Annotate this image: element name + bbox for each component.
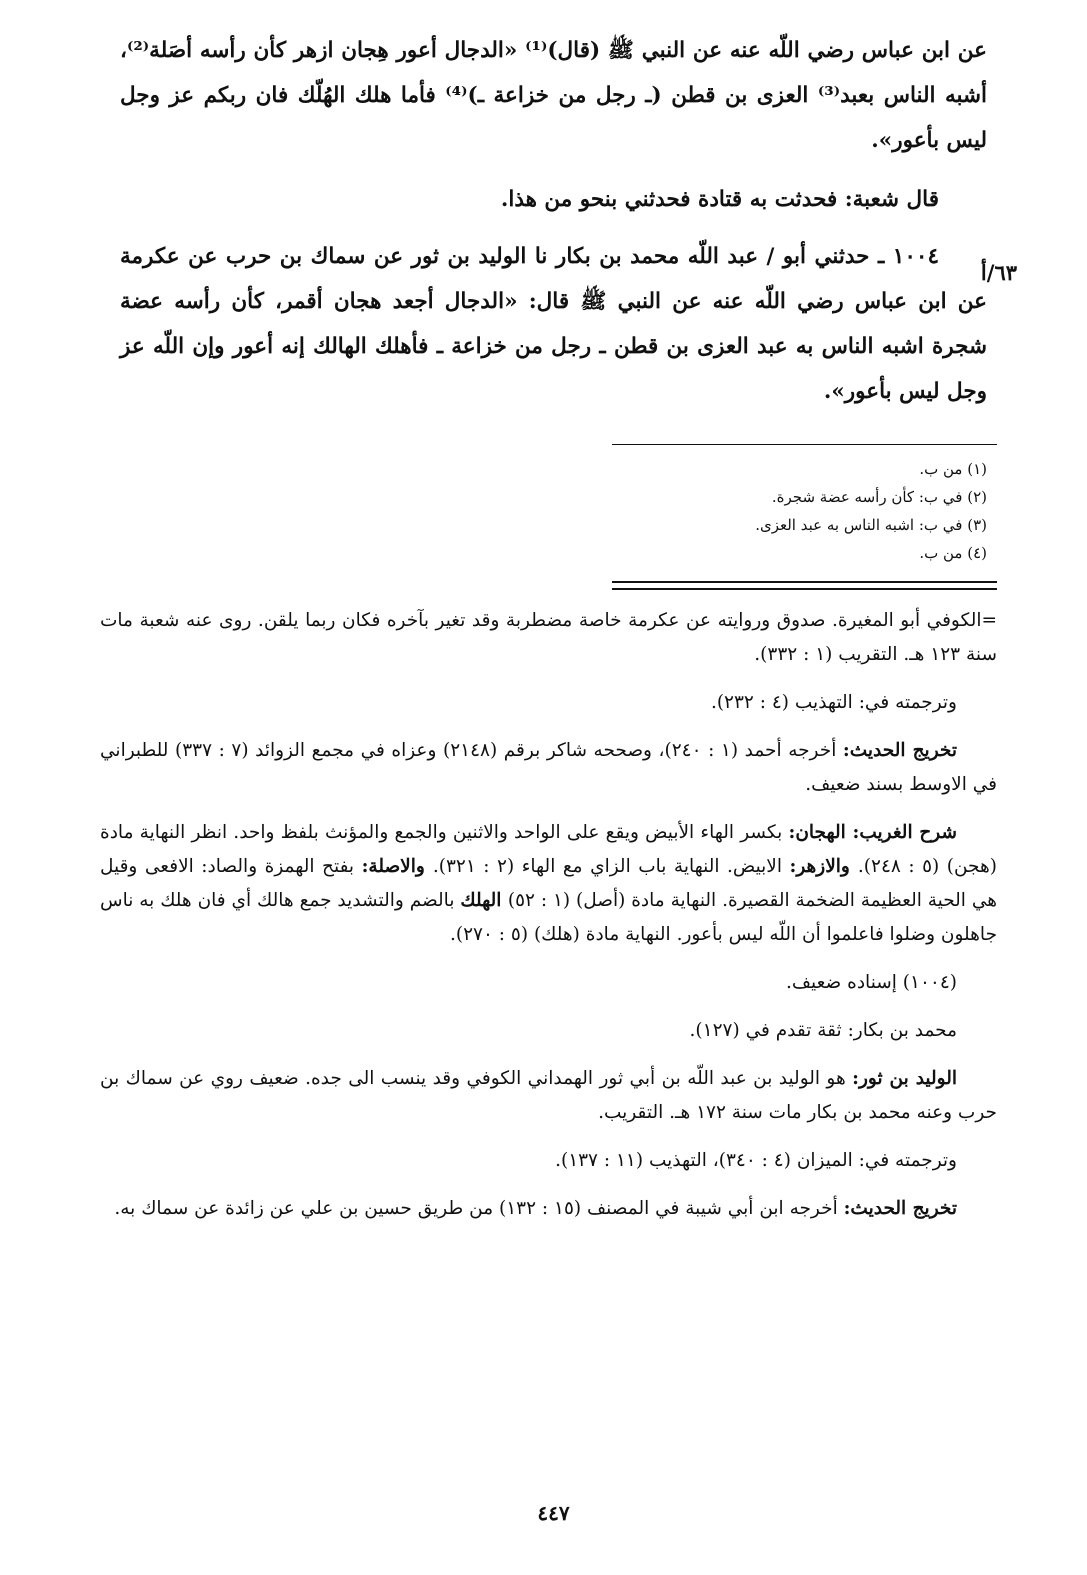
margin-folio-ref: ٦٣/أ bbox=[980, 260, 1017, 285]
commentary-text: بفتح الهمزة والصاد: الافعى وقيل هي الحية العظيمة الضخمة القصيرة. النهاية مادة (أصل) (١ : ٥٢) bbox=[100, 856, 998, 911]
commentary-label: تخريج الحديث: bbox=[843, 1198, 957, 1219]
commentary-paragraph bbox=[100, 816, 997, 952]
main-paragraph-2: قال شعبة: فحدثت به قتادة فحدثني بنحو من هذا. bbox=[500, 187, 939, 212]
commentary-text: الابيض. النهاية باب الزاي مع الهاء (٢ : ٣٢١). bbox=[432, 856, 790, 877]
commentary-paragraph: وترجمته في: التهذيب (٤ : ٢٣٢). bbox=[710, 692, 957, 713]
footnote-item: (٤) من ب. bbox=[919, 544, 987, 562]
page-number: ٤٤٧ bbox=[537, 1501, 570, 1525]
page bbox=[100, 28, 1017, 1575]
commentary-label: الوليد بن ثور: bbox=[852, 1068, 957, 1089]
commentary-label: والاصلة: bbox=[361, 856, 433, 877]
commentary-paragraph bbox=[100, 1192, 997, 1226]
commentary-label: شرح الغريب: الهجان: bbox=[788, 822, 957, 843]
section-double-divider bbox=[612, 581, 997, 590]
commentary-text: أخرجه أحمد (١ : ٢٤٠)، وصححه شاكر برقم (٢١٤٨) وعزاه في مجمع الزوائد (٧ : ٣٣٧) للطبراني في الاوسط بسند ضعيف. bbox=[100, 740, 997, 795]
main-paragraph-3: ١٠٠٤ ـ حدثني أبو / عبد اللّه محمد بن بكار نا الوليد بن ثور عن سماك بن حرب عن عكرمة عن ابن عباس رضي اللّه عنه عن النبي ﷺ قال: «الدجال أجعد هجان أقمر، كأن رأسه عضة شجرة اشبه الناس به عبد العزى بن قطن ـ رجل من خزاعة ـ فأهلك الهالك إنه أعور وإن اللّه عز وجل ليس بأعور». bbox=[120, 244, 987, 404]
commentary-paragraph: محمد بن بكار: ثقة تقدم في (١٢٧). bbox=[689, 1020, 957, 1041]
footnote-item: (٣) في ب: اشبه الناس به عبد العزى. bbox=[755, 516, 987, 534]
footnote-item: (٢) في ب: كأن رأسه عضة شجرة. bbox=[771, 488, 987, 506]
commentary-paragraph: =الكوفي أبو المغيرة. صدوق وروايته عن عكرمة خاصة مضطربة وقد تغير بآخره فكان ربما يلقن. روى عنه شعبة مات سنة ١٢٣ هـ. التقريب (١ : ٣٣٢). bbox=[100, 610, 997, 665]
footnote-divider bbox=[612, 444, 997, 445]
commentary-text: هو الوليد بن عبد اللّه بن أبي ثور الهمداني الكوفي وقد ينسب الى جده. ضعيف روي عن سماك بن حرب وعنه محمد بن بكار مات سنة ١٧٢ هـ. التقريب. bbox=[100, 1068, 997, 1123]
commentary-text: بكسر الهاء الأبيض ويقع على الواحد والاثنين والجمع والمؤنث بلفظ واحد. انظر النهاية مادة (هجن) (٥ : ٢٤٨). bbox=[100, 822, 997, 877]
commentary-paragraph: (١٠٠٤) إسناده ضعيف. bbox=[786, 972, 957, 993]
commentary-section bbox=[100, 604, 997, 1226]
commentary-paragraph bbox=[100, 734, 997, 802]
commentary-label: تخريج الحديث: bbox=[842, 740, 957, 761]
main-text bbox=[120, 28, 1017, 414]
commentary-label: الهلك bbox=[460, 890, 508, 911]
commentary-paragraph bbox=[100, 1062, 997, 1130]
footnote-item: (١) من ب. bbox=[919, 460, 987, 478]
footnotes bbox=[120, 455, 987, 567]
commentary-paragraph: وترجمته في: الميزان (٤ : ٣٤٠)، التهذيب (١١ : ١٣٧). bbox=[555, 1150, 957, 1171]
main-paragraph-1: عن ابن عباس رضي اللّه عنه عن النبي ﷺ (قال)⁽¹⁾ «الدجال أعور هِجان ازهر كأن رأسه أصَلة⁽²⁾، أشبه الناس بعبد⁽³⁾ العزى بن قطن (ـ رجل من خزاعة ـ)⁽⁴⁾ فأما هلك الهُلّك فان ربكم عز وجل ليس بأعور». bbox=[120, 38, 987, 153]
commentary-label: والازهر: bbox=[789, 856, 858, 877]
commentary-text: أخرجه ابن أبي شيبة في المصنف (١٥ : ١٣٢) من طريق حسين بن علي عن زائدة عن سماك به. bbox=[114, 1198, 844, 1219]
commentary-text: بالضم والتشديد جمع هالك أي فان هلك به ناس جاهلون وضلوا فاعلموا أن اللّه ليس بأعور. النهاية مادة (هلك) (٥ : ٢٧٠). bbox=[100, 890, 997, 945]
